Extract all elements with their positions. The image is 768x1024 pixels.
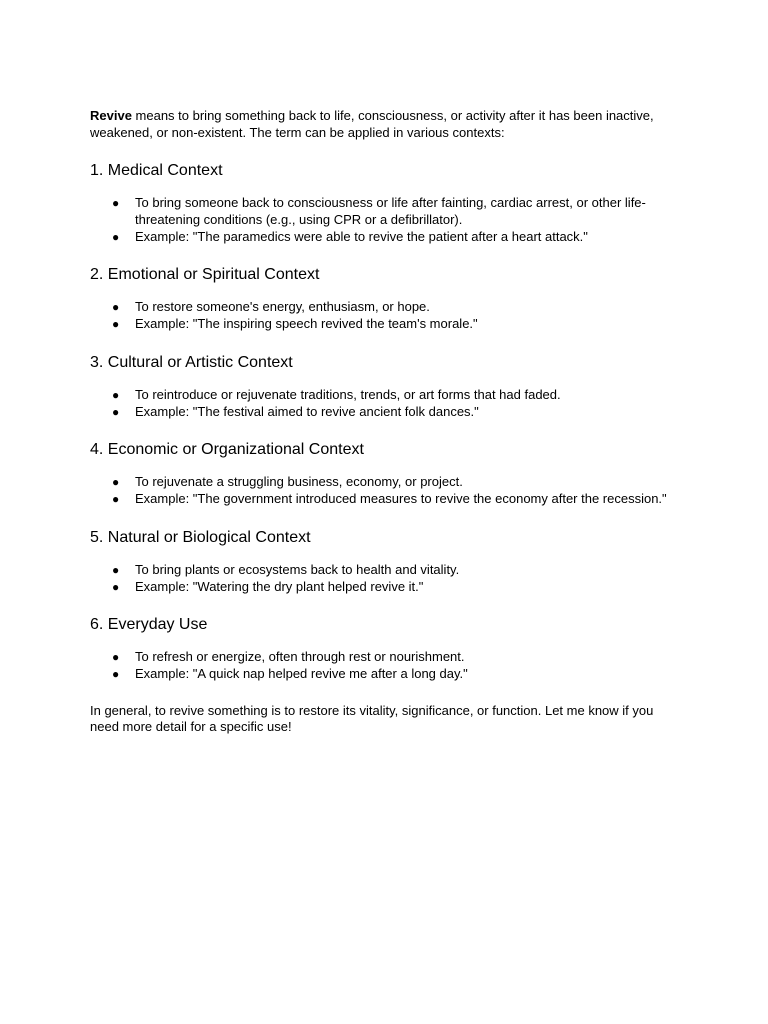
list-item-text: Example: "The inspiring speech revived the team's morale." — [135, 316, 478, 331]
list-item — [90, 229, 680, 246]
section-natural — [90, 528, 680, 596]
list-item — [90, 404, 680, 421]
list-item-text: Example: "Watering the dry plant helped revive it." — [135, 578, 424, 594]
list-item — [90, 491, 680, 508]
section-title: 5. Natural or Biological Context — [90, 528, 311, 546]
intro-term: Revive — [90, 108, 132, 123]
bullet-icon: ● — [112, 562, 120, 577]
document-page — [90, 108, 680, 736]
bullet-icon: ● — [112, 579, 120, 594]
bullet-list — [90, 299, 680, 333]
list-item-text: To rejuvenate a struggling business, economy, or project. — [135, 474, 463, 489]
section-title: 2. Emotional or Spiritual Context — [90, 266, 320, 283]
list-item — [90, 474, 680, 491]
section-everyday — [90, 615, 680, 683]
section-economic — [90, 440, 680, 508]
list-item-text: To refresh or energize, often through rest or nourishment. — [135, 649, 465, 664]
bullet-icon: ● — [112, 317, 120, 331]
section-cultural — [90, 353, 680, 421]
section-title: 6. Everyday Use — [90, 616, 208, 633]
bullet-icon: ● — [112, 300, 120, 314]
bullet-icon: ● — [112, 492, 120, 506]
bullet-list — [90, 649, 680, 683]
bullet-list — [90, 562, 680, 596]
list-item — [90, 316, 680, 333]
list-item-text: To restore someone's energy, enthusiasm, or hope. — [135, 299, 430, 314]
list-item — [90, 299, 680, 316]
bullet-list — [90, 195, 680, 245]
bullet-icon: ● — [112, 667, 120, 681]
list-item-text: Example: "The paramedics were able to revive the patient after a heart attack." — [135, 228, 588, 244]
section-title: 1. Medical Context — [90, 162, 223, 179]
bullet-icon: ● — [112, 387, 120, 402]
list-item-text: To bring someone back to consciousness or life after fainting, cardiac arrest, or other life-threatening conditions (e.g., using CPR or a defibrillator). — [135, 195, 646, 227]
list-item — [90, 579, 680, 596]
intro-text: means to bring something back to life, consciousness, or activity after it has been inactive, weakened, or non-existent. The term can be applied in various contexts: — [90, 108, 654, 140]
list-item — [90, 649, 680, 666]
bullet-list — [90, 387, 680, 421]
closing-paragraph: In general, to revive something is to restore its vitality, significance, or function. Let me know if you need more detail for a specific use! — [90, 702, 654, 734]
bullet-icon: ● — [112, 196, 120, 210]
bullet-icon: ● — [112, 475, 120, 489]
list-item-text: Example: "The government introduced measures to revive the economy after the recession." — [135, 491, 667, 506]
bullet-list — [90, 474, 680, 508]
list-item — [90, 195, 680, 228]
list-item — [90, 562, 680, 579]
list-item-text: To reintroduce or rejuvenate traditions, trends, or art forms that had faded. — [135, 386, 561, 402]
section-medical — [90, 161, 680, 245]
bullet-icon: ● — [112, 404, 120, 419]
list-item — [90, 387, 680, 404]
section-title: 3. Cultural or Artistic Context — [90, 353, 293, 371]
section-title: 4. Economic or Organizational Context — [90, 441, 364, 458]
list-item — [90, 666, 680, 683]
section-emotional — [90, 265, 680, 333]
list-item-text: To bring plants or ecosystems back to health and vitality. — [135, 561, 460, 577]
bullet-icon: ● — [112, 229, 120, 244]
list-item-text: Example: "The festival aimed to revive ancient folk dances." — [135, 403, 479, 419]
bullet-icon: ● — [112, 650, 120, 664]
list-item-text: Example: "A quick nap helped revive me after a long day." — [135, 666, 468, 681]
intro-paragraph — [90, 108, 680, 141]
